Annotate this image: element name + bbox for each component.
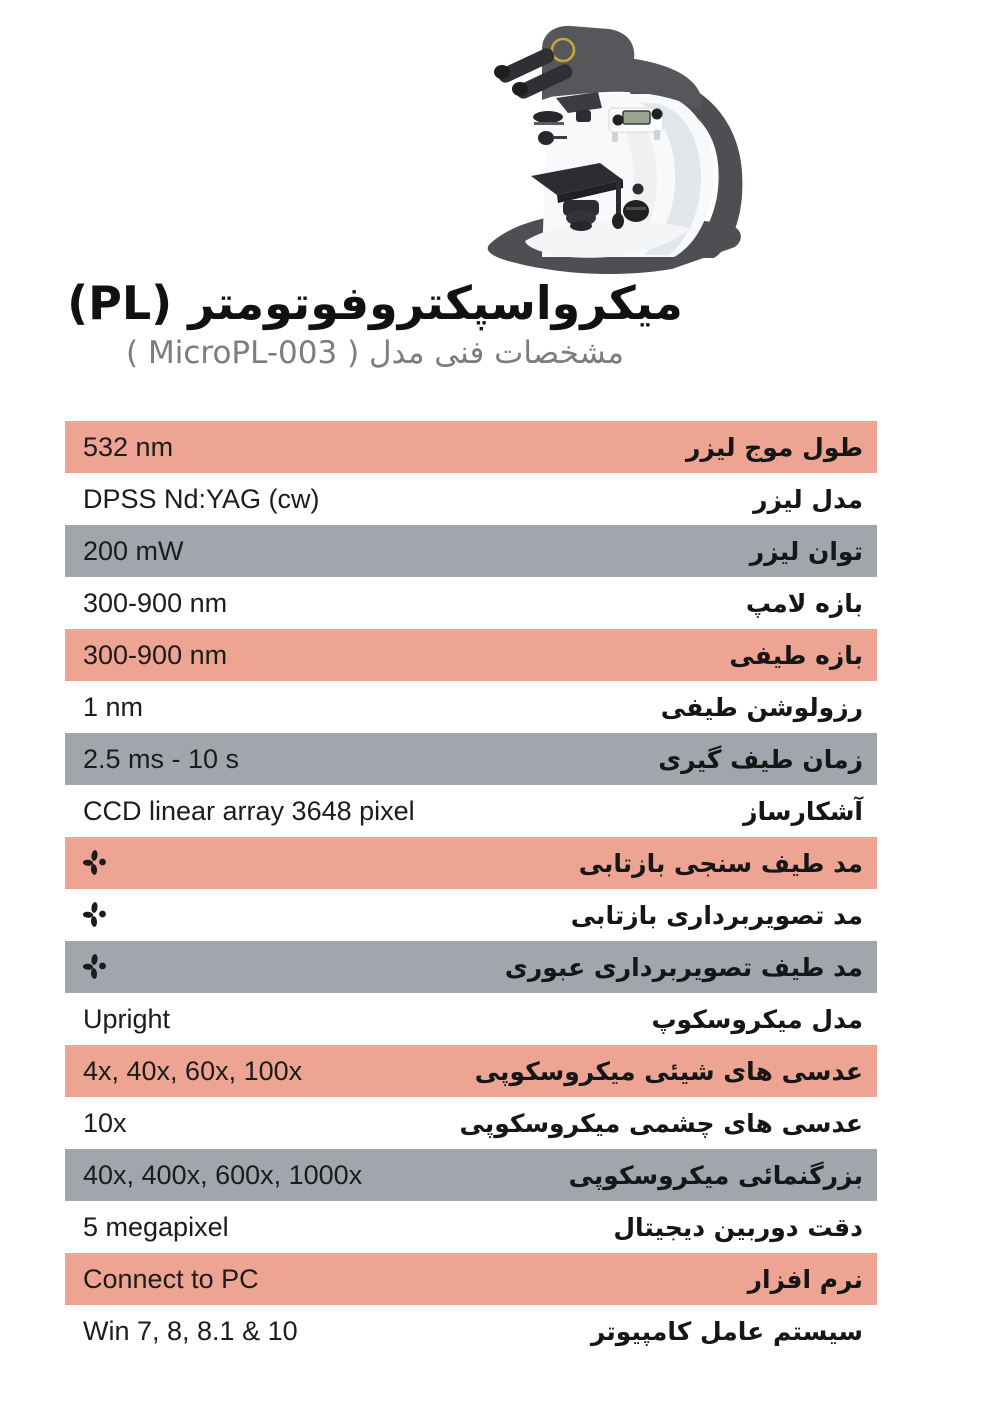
spec-value: DPSS Nd:YAG (cw) bbox=[83, 483, 320, 514]
spec-label: مد طیف سنجی بازتابی bbox=[578, 848, 863, 878]
spec-label: مدل میکروسکوپ bbox=[651, 1004, 863, 1034]
spec-row bbox=[65, 421, 877, 473]
spec-row bbox=[65, 473, 877, 525]
spec-label: توان لیزر bbox=[749, 536, 863, 566]
spec-row bbox=[65, 1201, 877, 1253]
spec-value: Connect to PC bbox=[83, 1263, 259, 1294]
four-petal-flower-icon bbox=[83, 850, 109, 876]
spec-value: 300-900 nm bbox=[83, 587, 228, 618]
page-subtitle: مشخصات فنی مدل ( MicroPL-003 ) bbox=[126, 334, 624, 371]
microscope-image bbox=[430, 10, 790, 280]
spec-row-value-cell bbox=[83, 954, 115, 980]
spec-row bbox=[65, 681, 877, 733]
spec-row bbox=[65, 525, 877, 577]
spec-row bbox=[65, 1149, 877, 1201]
spec-row bbox=[65, 941, 877, 993]
spec-row bbox=[65, 993, 877, 1045]
spec-row-value-cell bbox=[83, 640, 227, 671]
spec-row bbox=[65, 629, 877, 681]
spec-label: مد تصویربرداری بازتابی bbox=[570, 900, 863, 930]
spec-value: 200 mW bbox=[83, 535, 184, 566]
spec-row bbox=[65, 733, 877, 785]
spec-label: عدسی های شیئی میکروسکوپی bbox=[474, 1056, 863, 1086]
spec-value: 5 megapixel bbox=[83, 1211, 229, 1242]
four-petal-flower-icon bbox=[83, 954, 109, 980]
spec-row bbox=[65, 837, 877, 889]
spec-row-value-cell bbox=[83, 432, 173, 463]
spec-label: عدسی های چشمی میکروسکوپی bbox=[459, 1108, 863, 1138]
spec-value: 1 nm bbox=[83, 691, 144, 722]
spec-row-value-cell bbox=[83, 1056, 302, 1087]
spec-row bbox=[65, 1305, 877, 1357]
spec-table bbox=[65, 421, 877, 1357]
spec-row bbox=[65, 785, 877, 837]
spec-row bbox=[65, 577, 877, 629]
spec-row-value-cell bbox=[83, 1004, 170, 1035]
spec-label: طول موج لیزر bbox=[685, 432, 863, 462]
spec-value: 300-900 nm bbox=[83, 639, 228, 670]
spec-label: بازه لامپ bbox=[745, 588, 863, 618]
spec-label: آشکارساز bbox=[743, 796, 863, 826]
spec-row-value-cell bbox=[83, 536, 184, 567]
spec-value: 2.5 ms - 10 s bbox=[83, 743, 240, 774]
spec-row bbox=[65, 1045, 877, 1097]
spec-value: 532 nm bbox=[83, 431, 174, 462]
spec-row-value-cell bbox=[83, 850, 115, 876]
microscope-illustration bbox=[430, 10, 790, 280]
page-title: میکرواسپکتروفوتومتر (PL) bbox=[67, 276, 683, 330]
spec-row-value-cell bbox=[83, 744, 239, 775]
title-block bbox=[55, 278, 695, 372]
spec-row bbox=[65, 889, 877, 941]
spec-value: CCD linear array 3648 pixel bbox=[83, 795, 415, 826]
spec-value: Upright bbox=[83, 1003, 171, 1034]
spec-value: 10x bbox=[83, 1107, 127, 1138]
spec-row-value-cell bbox=[83, 902, 115, 928]
spec-label: مد طیف تصویربرداری عبوری bbox=[504, 952, 863, 982]
spec-label: رزولوشن طیفی bbox=[660, 692, 863, 722]
spec-label: زمان طیف گیری bbox=[658, 744, 863, 774]
spec-row-value-cell bbox=[83, 484, 320, 515]
spec-label: مدل لیزر bbox=[753, 484, 863, 514]
spec-value: 4x, 40x, 60x, 100x bbox=[83, 1055, 303, 1086]
spec-row-value-cell bbox=[83, 1212, 229, 1243]
spec-label: بازه طیفی bbox=[729, 640, 863, 670]
spec-row bbox=[65, 1097, 877, 1149]
spec-row bbox=[65, 1253, 877, 1305]
spec-label: بزرگنمائی میکروسکوپی bbox=[568, 1160, 863, 1190]
spec-row-value-cell bbox=[83, 796, 415, 827]
four-petal-flower-icon bbox=[83, 902, 109, 928]
spec-row-value-cell bbox=[83, 692, 143, 723]
spec-row-value-cell bbox=[83, 1108, 127, 1139]
spec-row-value-cell bbox=[83, 588, 227, 619]
spec-row-value-cell bbox=[83, 1316, 298, 1347]
spec-label: سیستم عامل کامپیوتر bbox=[590, 1316, 863, 1346]
spec-value: Win 7, 8, 8.1 & 10 bbox=[83, 1315, 298, 1346]
spec-row-value-cell bbox=[83, 1160, 362, 1191]
spec-label: دقت دوربین دیجیتال bbox=[613, 1212, 863, 1242]
spec-label: نرم افزار bbox=[747, 1264, 863, 1294]
spec-value: 40x, 400x, 600x, 1000x bbox=[83, 1159, 363, 1190]
spec-row-value-cell bbox=[83, 1264, 259, 1295]
